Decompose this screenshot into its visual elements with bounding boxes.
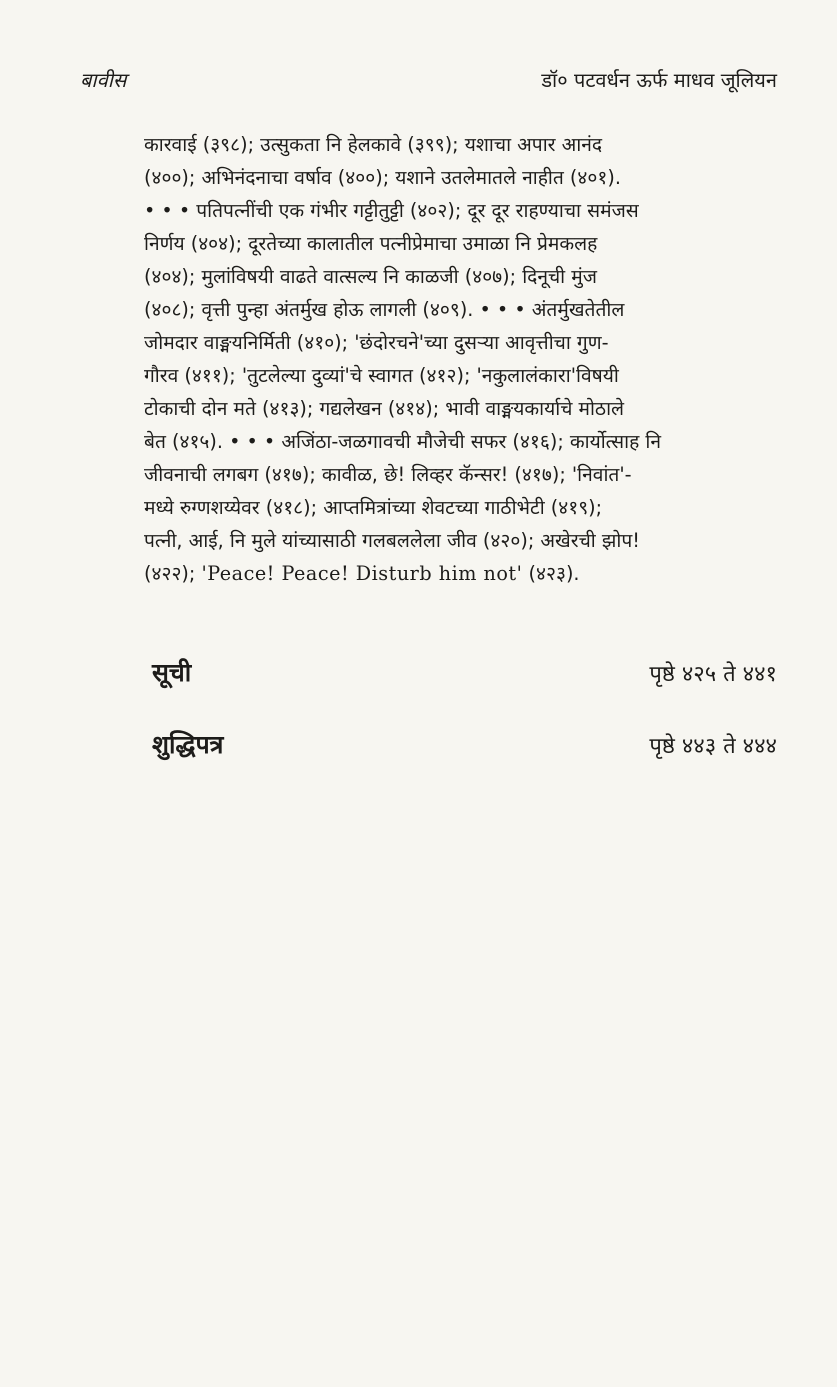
text-line: (४००); अभिनंदनाचा वर्षाव (४००); यशाने उतलेमातले नाहीत (४०१). <box>144 166 621 189</box>
text-line: टोकाची दोन मते (४१३); गद्यलेखन (४१४); भावी वाङ्मयकार्याचे मोठाले <box>144 397 625 420</box>
text-line: पत्नी, आई, नि मुले यांच्यासाठी गलबललेला जीव (४२०); अखेरची झोप! <box>144 529 640 552</box>
text-segment: (४२२); <box>144 562 202 585</box>
text-line: निर्णय (४०४); दूरतेच्या कालातील पत्नीप्रेमाचा उमाळा नि प्रेमकलह <box>144 232 598 255</box>
contents-paragraph <box>144 128 780 590</box>
page-number-label: बावीस <box>80 68 127 92</box>
running-title: डॉ० पटवर्धन ऊर्फ माधव जूलियन <box>541 68 777 92</box>
text-line: (४०४); मुलांविषयी वाढते वात्सल्य नि काळजी (४०७); दिनूची मुंज <box>144 265 597 288</box>
text-line: गौरव (४११); 'तुटलेल्या दुव्यां'चे स्वागत (४१२); 'नकुलालंकारा'विषयी <box>144 364 619 387</box>
index-entry-suchi <box>152 655 777 689</box>
text-line: (४०८); वृत्ती पुन्हा अंतर्मुख होऊ लागली (४०९). • • • अंतर्मुखतेतील <box>144 298 625 321</box>
index-pages: पृष्ठे ४२५ ते ४४१ <box>649 662 777 687</box>
text-line: मध्ये रुग्णशय्येवर (४१८); आप्तमित्रांच्या शेवटच्या गाठीभेटी (४१९); <box>144 496 603 519</box>
text-line: जोमदार वाङ्मयनिर्मिती (४१०); 'छंदोरचने'च्या दुसऱ्या आवृत्तीचा गुण- <box>144 331 609 354</box>
text-line: कारवाई (३९८); उत्सुकता नि हेलकावे (३९९); यशाचा अपार आनंद <box>144 133 603 156</box>
index-entry-shuddhipatra <box>152 727 777 761</box>
running-header <box>80 66 777 96</box>
index-label: शुद्धिपत्र <box>152 730 224 759</box>
text-line: बेत (४१५). • • • अजिंठा-जळगावची मौजेची सफर (४१६); कार्योत्साह नि <box>144 430 662 453</box>
english-quote: 'Peace! Peace! Disturb him not' <box>201 562 523 585</box>
text-line-last <box>144 557 780 590</box>
index-pages: पृष्ठे ४४३ ते ४४४ <box>649 734 777 759</box>
text-line: जीवनाची लगबग (४१७); कावीळ, छे! लिव्हर कॅन्सर! (४१७); 'निवांत'- <box>144 463 632 486</box>
index-label: सूची <box>152 658 192 687</box>
text-segment: (४२३). <box>522 562 580 585</box>
text-line: • • • पतिपत्नींची एक गंभीर गट्टीतुट्टी (४०२); दूर दूर राहण्याचा समंजस <box>144 199 639 222</box>
